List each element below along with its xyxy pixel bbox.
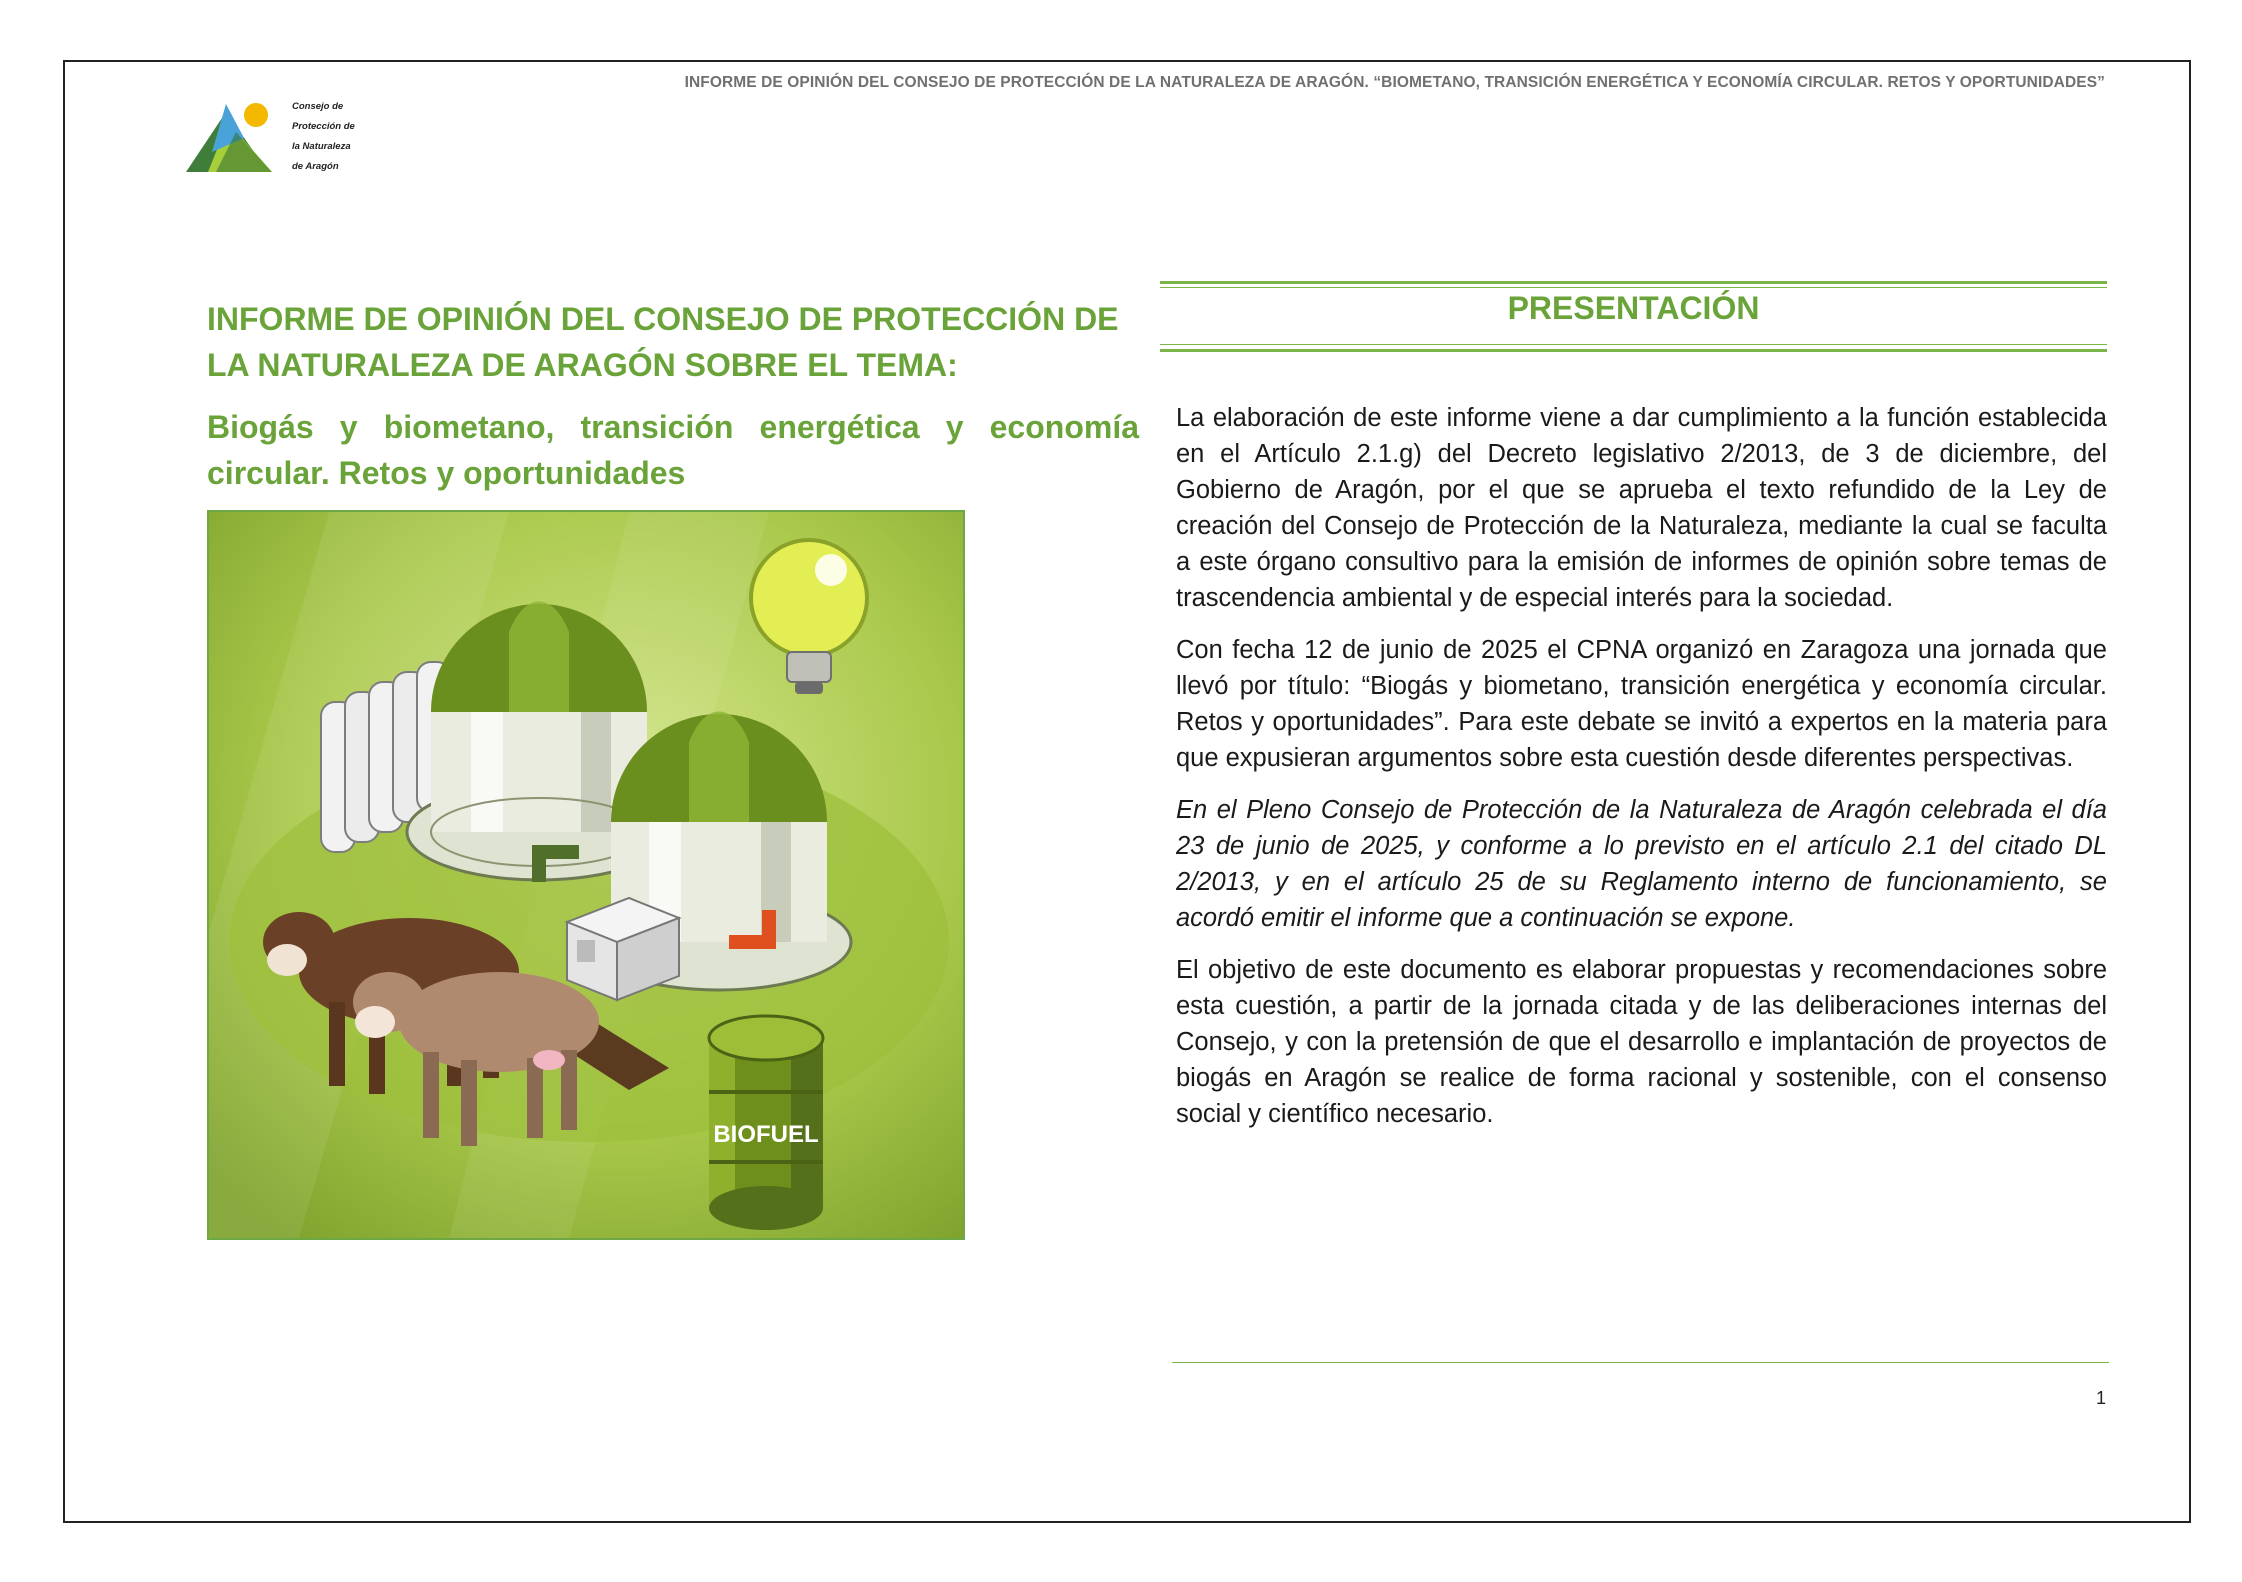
paragraph: En el Pleno Consejo de Protección de la Naturaleza de Aragón celebrada el día 23 de junio de 2025, y conforme a lo previsto en el artículo 2.1 del citado DL 2/2013, y en el artículo 25 de su Reglamento interno de funcionamiento, se acordó emitir el informe que a continuación se expone. <box>1176 796 2107 932</box>
page-number: 1 <box>2095 1388 2106 1408</box>
biofuel-barrel-icon <box>709 1016 823 1230</box>
section-rule-top <box>1160 281 2107 284</box>
section-body <box>1176 400 2107 1148</box>
section-heading: PRESENTACIÓN <box>1507 290 1760 326</box>
barrel-label: BIOFUEL <box>713 1121 819 1148</box>
paragraph: La elaboración de este informe viene a dar cumplimiento a la función establecida en el Artículo 2.1.g) del Decreto legislativo 2/2013, de 3 de diciembre, del Gobierno de Aragón, por el que se aprueba el texto refundido de la Ley de creación del Consejo de Protección de la Naturaleza, mediante la cual se faculta a este órgano consultivo para la emisión de informes de opinión sobre temas de trascendencia ambiental y de especial interés para la sociedad. <box>1176 404 2107 612</box>
section-rule-bottom <box>1160 349 2107 352</box>
logo-line: de Aragón <box>292 161 339 172</box>
logo-line: Protección de <box>292 121 355 132</box>
section-rule-top-thin <box>1160 287 2107 288</box>
document-subtitle: Biogás y biometano, transición energética y economía circular. Retos y oportunidades <box>207 409 1139 491</box>
paragraph: El objetivo de este documento es elaborar propuestas y recomendaciones sobre esta cuestión, a partir de la jornada citada y de las deliberaciones internas del Consejo, y con la pretensión de que el desarrollo e implantación de proyectos de biogás en Aragón se realice de forma racional y sostenible, con el consenso social y científico necesario. <box>1176 956 2107 1128</box>
logo-text <box>292 97 355 177</box>
logo-line: la Naturaleza <box>292 141 351 152</box>
footer-rule <box>1172 1362 2109 1363</box>
logo-line: Consejo de <box>292 101 344 112</box>
section-rule-bottom-thin <box>1160 344 2107 345</box>
paragraph: Con fecha 12 de junio de 2025 el CPNA organizó en Zaragoza una jornada que llevó por título: “Biogás y biometano, transición energética y economía circular. Retos y oportunidades”. Para este debate se invitó a expertos en la materia para que expusieran argumentos sobre esta cuestión desde diferentes perspectivas. <box>1176 636 2107 772</box>
biogas-plant-illustration <box>207 510 965 1240</box>
running-header: INFORME DE OPINIÓN DEL CONSEJO DE PROTECCIÓN DE LA NATURALEZA DE ARAGÓN. “BIOMETANO, TRANSICIÓN ENERGÉTICA Y ECONOMÍA CIRCULAR. RETOS Y OPORTUNIDADES” <box>684 74 2105 91</box>
document-title: INFORME DE OPINIÓN DEL CONSEJO DE PROTECCIÓN DE LA NATURALEZA DE ARAGÓN SOBRE EL TEMA: <box>207 301 1119 383</box>
mountains-sun-logo-icon <box>186 98 386 180</box>
